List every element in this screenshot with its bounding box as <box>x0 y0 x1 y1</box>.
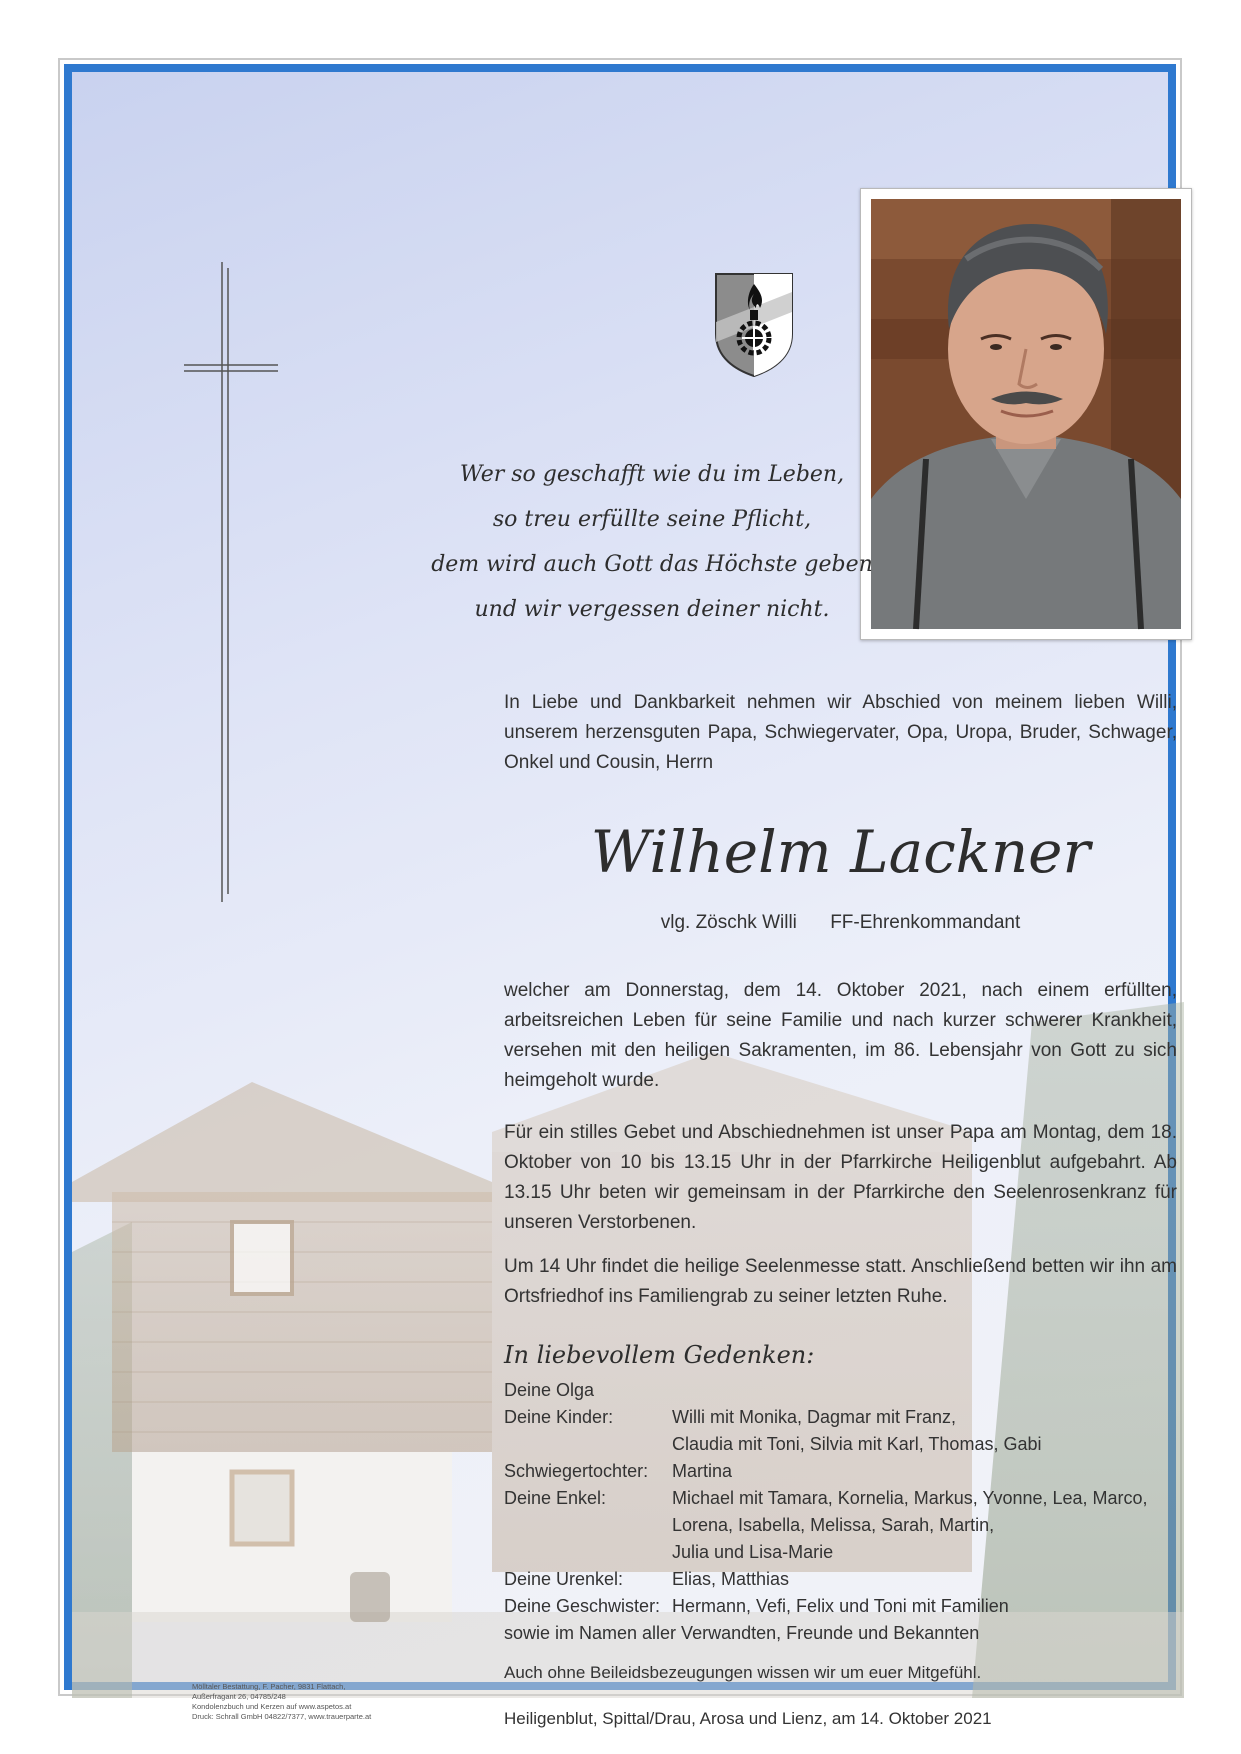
family-names: Julia und Lisa-Marie <box>672 1542 834 1562</box>
portrait-photo-frame <box>860 188 1192 640</box>
deceased-subtitle <box>504 908 1177 938</box>
family-label: Schwiegertochter: <box>504 1461 649 1481</box>
family-row-grandchildren <box>504 1485 1204 1566</box>
family-names: Willi mit Monika, Dagmar mit Franz, <box>672 1407 957 1427</box>
relatives-line: sowie im Namen aller Verwandten, Freunde und Bekannten <box>504 1623 980 1643</box>
family-names: Elias, Matthias <box>672 1569 790 1589</box>
family-names: Lorena, Isabella, Melissa, Sarah, Martin, <box>672 1515 995 1535</box>
family-row-children <box>504 1404 1204 1458</box>
cross-icon <box>182 262 282 902</box>
funeral-home-imprint <box>192 1682 452 1722</box>
deceased-title: FF-Ehrenkommandant <box>830 912 1021 933</box>
memorial-heading: In liebevollem Gedenken: <box>504 1341 815 1369</box>
family-names: Hermann, Vefi, Felix und Toni mit Familien <box>672 1596 1009 1616</box>
memorial-verse <box>402 452 902 632</box>
portrait-photo <box>871 199 1181 629</box>
family-names: Michael mit Tamara, Kornelia, Markus, Yvonne, Lea, Marco, <box>672 1488 1148 1508</box>
deceased-name: Wilhelm Lackner <box>590 818 1091 886</box>
family-list <box>504 1377 1204 1647</box>
spouse-line: Deine Olga <box>504 1380 595 1400</box>
verse-line: Wer so geschafft wie du im Leben, <box>459 462 845 487</box>
imprint-line: Kondolenzbuch und Kerzen auf www.aspetos.at <box>192 1702 352 1711</box>
family-label: Deine Geschwister: <box>504 1596 661 1616</box>
intro-paragraph: In Liebe und Dankbarkeit nehmen wir Abschied von meinem lieben Willi, unserem herzensguten Papa, Schwiegervater, Opa, Uropa, Bruder, Schwager, Onkel und Cousin, Herrn <box>504 692 1177 773</box>
family-row-great-grandchildren <box>504 1566 1204 1593</box>
family-label: Deine Enkel: <box>504 1488 607 1508</box>
deceased-nickname: vlg. Zöschk Willi <box>660 912 797 933</box>
condolence-note: Auch ohne Beileidsbezeugungen wissen wir um euer Mitgefühl. <box>504 1663 982 1682</box>
family-row-daughter-in-law <box>504 1458 1204 1485</box>
death-paragraph: welcher am Donnerstag, dem 14. Oktober 2021, nach einem erfüllten, arbeitsreichen Leben für seine Familie und nach kurzer schwerer Krankheit, versehen mit den heiligen Sakramenten, im 86. Lebensjahr von Gott zu sich heimgeholt wurde. <box>504 980 1177 1091</box>
parte-card <box>64 64 1177 1728</box>
imprint-line: Druck: Schrall GmbH 04822/7377, www.trauerparte.at <box>192 1712 372 1721</box>
place-date: Heiligenblut, Spittal/Drau, Arosa und Lienz, am 14. Oktober 2021 <box>504 1709 992 1728</box>
verse-line: so treu erfüllte seine Pflicht, <box>492 507 812 532</box>
imprint-line: Mölltaler Bestattung, F. Pacher, 9831 Flattach, <box>192 1682 346 1691</box>
family-names: Martina <box>672 1461 733 1481</box>
imprint-line: Außerfragant 26, 04785/248 <box>192 1692 286 1701</box>
family-label: Deine Urenkel: <box>504 1569 624 1589</box>
funeral-paragraph: Um 14 Uhr findet die heilige Seelenmesse statt. Anschließend betten wir ihn am Ortsfriedhof ins Familiengrab zu seiner letzten Ruhe. <box>504 1256 1177 1307</box>
fire-brigade-crest-icon <box>714 272 794 378</box>
verse-line: und wir vergessen deiner nicht. <box>474 597 830 622</box>
family-row-siblings <box>504 1593 1204 1620</box>
viewing-paragraph: Für ein stilles Gebet und Abschiednehmen ist unser Papa am Montag, dem 18. Oktober von 10 bis 13.15 Uhr in der Pfarrkirche Heiligenblut aufgebahrt. Ab 13.15 Uhr beten wir gemeinsam in der Pfarrkirche den Seelenrosenkranz für unseren Verstorbenen. <box>504 1122 1177 1233</box>
family-label: Deine Kinder: <box>504 1407 614 1427</box>
verse-line: dem wird auch Gott das Höchste geben <box>431 552 873 577</box>
family-names: Claudia mit Toni, Silvia mit Karl, Thomas, Gabi <box>672 1434 1042 1454</box>
